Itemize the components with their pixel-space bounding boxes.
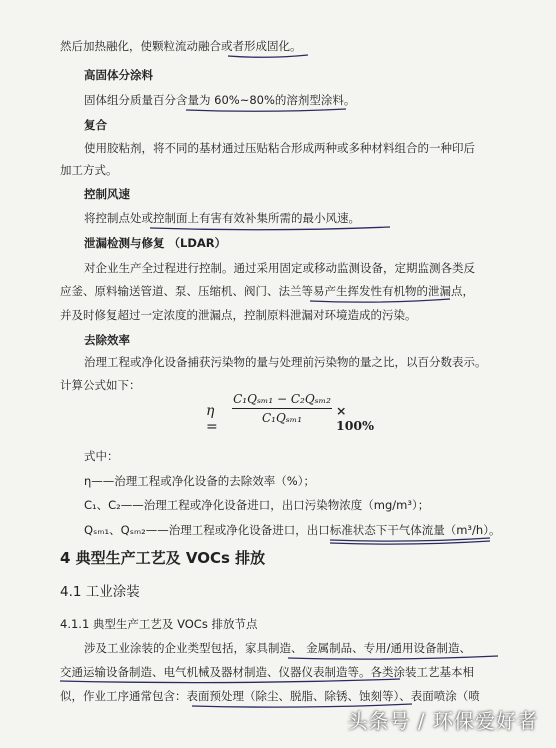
term-heading: 高固体分涂料 bbox=[84, 68, 153, 82]
formula-numerator: C₁Qₛₘ₁ − C₂Qₛₘ₂ bbox=[232, 392, 332, 409]
text-line: 式中： bbox=[84, 449, 119, 463]
text-line: 似，作业工序通常包含：表面预处理（除尘、脱脂、除锈、蚀刻等）、表面喷涂（喷 bbox=[60, 689, 480, 703]
text-line: 使用胶粘剂，将不同的基材通过压贴粘合形成两种或多种材料组合的一种印后 bbox=[84, 141, 475, 155]
formula-fraction bbox=[232, 392, 332, 425]
term-heading: 泄漏检测与修复 （LDAR） bbox=[84, 236, 227, 250]
text-line: 治理工程或净化设备捕获污染物的量与处理前污染物的量之比，以百分数表示。 bbox=[84, 355, 487, 369]
term-heading: 控制风速 bbox=[84, 187, 130, 201]
text-line: Qₛₘ₁、Qₛₘ₂——治理工程或净化设备进口，出口标准状态下干气体流量（m³/h）。 bbox=[84, 523, 501, 537]
text-line: 计算公式如下： bbox=[60, 378, 141, 392]
text-line: 加工方式。 bbox=[60, 163, 118, 177]
formula-multiplier: × 100% bbox=[336, 403, 374, 433]
text-line: 固体组分质量百分含量为 60%~80%的溶剂型涂料。 bbox=[84, 93, 356, 107]
term-heading: 复合 bbox=[84, 118, 107, 132]
text-line: η——治理工程或净化设备的去除效率（%）； bbox=[84, 474, 315, 488]
section-heading: 4 典型生产工艺及 VOCs 排放 bbox=[60, 549, 266, 567]
text-line: 并及时修复超过一定浓度的泄漏点，控制原料泄漏对环境造成的污染。 bbox=[60, 308, 417, 322]
formula-lhs: η = bbox=[206, 403, 218, 435]
formula-denominator: C₁Qₛₘ₁ bbox=[261, 411, 303, 425]
text-line: 应釜、原料输送管道、泵、压缩机、阀门、法兰等易产生挥发性有机物的泄漏点， bbox=[60, 284, 474, 298]
text-line: 然后加热融化，使颗粒流动融合或者形成固化。 bbox=[60, 39, 302, 53]
term-heading: 去除效率 bbox=[84, 333, 130, 347]
text-line: 涉及工业涂装的企业类型包括，家具制造、 金属制品、专用/通用设备制造、 bbox=[84, 641, 472, 655]
text-line: 将控制点处或控制面上有害有效补集所需的最小风速。 bbox=[84, 211, 360, 225]
watermark: 头条号 / 环保爱好者 bbox=[347, 709, 538, 733]
text-line: 对企业生产全过程进行控制。通过采用固定或移动监测设备，定期监测各类反 bbox=[84, 261, 475, 275]
text-line: C₁、C₂——治理工程或净化设备进口，出口污染物浓度（mg/m³）； bbox=[84, 498, 430, 512]
text-line: 交通运输设备制造、电气机械及器材制造、仪器仪表制造等。各类涂装工艺基本相 bbox=[60, 665, 474, 679]
subsubsection-heading: 4.1.1 典型生产工艺及 VOCs 排放节点 bbox=[60, 617, 258, 631]
subsection-heading: 4.1 工业涂装 bbox=[60, 584, 140, 600]
